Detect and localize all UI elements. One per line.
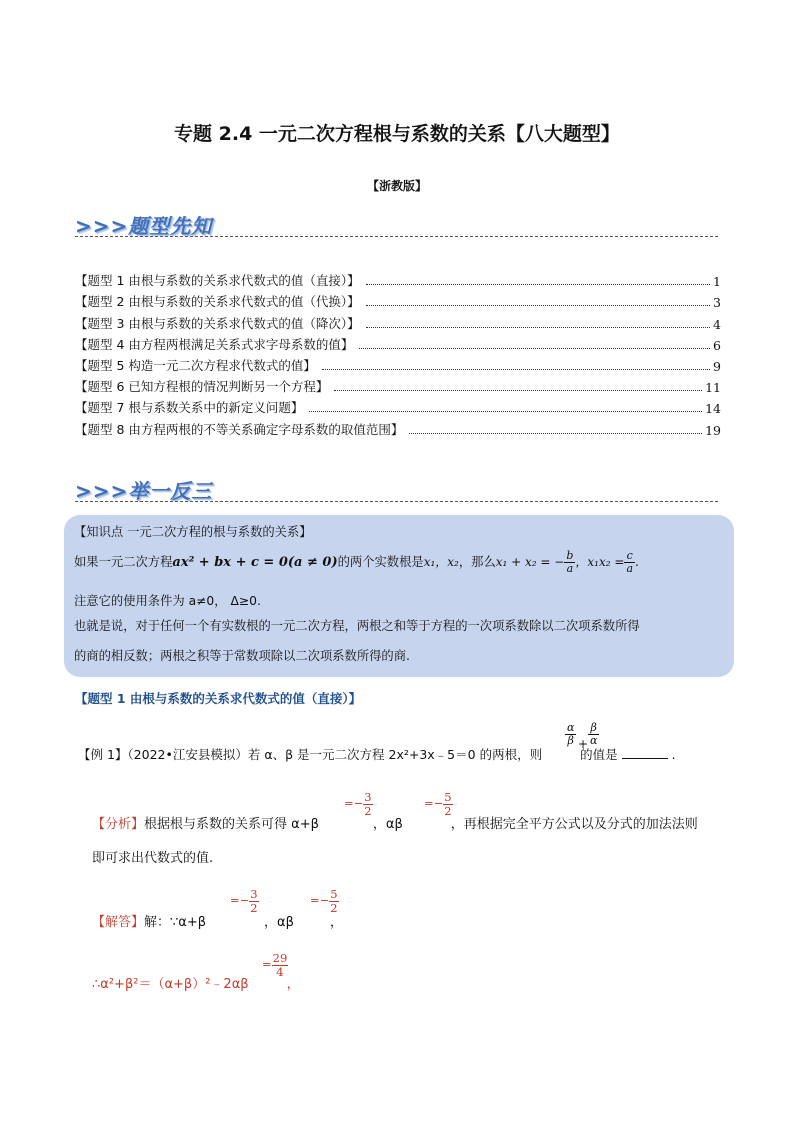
knowledge-line-1: 如果一元二次方程ax² + bx + c = 0(a ≠ 0)的两个实数根是x₁，x₂，那么x₁ + x₂ = − $\frac{b}{a}$ ，x₁x₂ = $\frac{c}{a}$ . (74, 549, 639, 576)
toc-page: 6 (713, 337, 721, 353)
fraction-c-over-a: $\frac{c}{a}$ (626, 549, 633, 576)
knowledge-line-2: 注意它的使用条件为 a≠0， Δ≥0. (74, 594, 261, 608)
knowledge-line-4: 的商的相反数；两根之积等于常数项除以二次项系数所得的商. (74, 649, 410, 663)
toc-page: 9 (713, 358, 721, 374)
knowledge-heading: 【知识点 一元二次方程的根与系数的关系】 (74, 525, 312, 539)
leader-dots (359, 348, 710, 349)
fraction-b-over-a: $\frac{b}{a}$ (566, 549, 574, 576)
toc-item[interactable]: 【题型 6 已知方程根的情况判断另一个方程】 11 (75, 379, 721, 396)
value-neg-3-over-2: =− $\frac{3}{2}$ (344, 790, 372, 818)
analysis-line-2: 即可求出代数式的值. (92, 851, 214, 866)
fraction-alpha-over-beta: $\frac{\alpha}{\beta}$ (567, 721, 575, 748)
toc-page: 14 (705, 401, 721, 417)
analysis-line-1: 【分析】根据根与系数的关系可得 α+β ，αβ ，再根据完全平方公式以及分式的加法法则 (92, 817, 698, 832)
plus-sign: + (578, 737, 589, 751)
toc-page: 4 (713, 316, 721, 332)
analysis-tag: 【分析】 (92, 817, 145, 832)
toc-page: 3 (713, 295, 721, 311)
toc-page: 11 (705, 380, 721, 396)
edition-label: 【浙教版】 (366, 179, 427, 193)
equation: ax² + bx + c = 0(a ≠ 0) (172, 555, 338, 571)
leader-dots (366, 327, 710, 328)
dashed-divider (75, 236, 718, 237)
value-neg-3-over-2: =− $\frac{3}{2}$ (230, 887, 258, 915)
dashed-divider (75, 501, 718, 502)
solution-line-1: 【解答】解：∵α+β ，αβ ， (92, 915, 343, 930)
sum-formula: x₁ + x₂ = − (495, 555, 565, 570)
fraction-beta-over-alpha: $\frac{\beta}{\alpha}$ (590, 721, 598, 748)
leader-dots (366, 305, 710, 306)
leader-dots (309, 411, 702, 412)
knowledge-line-3: 也就是说，对于任何一个有实数根的一元二次方程，两根之和等于方程的一次项系数除以二次项系数所得 (74, 619, 640, 633)
value-neg-5-over-2: =− $\frac{5}{2}$ (424, 790, 452, 818)
toc-item[interactable]: 【题型 3 由根与系数的关系求代数式的值（降次）】 4 (75, 315, 721, 332)
example-1: 【例 1】（2022•江安县模拟）若 α、β 是一元二次方程 2x²+3x﹣5＝0 的两根，则 的值是 . (78, 747, 676, 762)
toc-item[interactable]: 【题型 1 由根与系数的关系求代数式的值（直接）】 1 (75, 273, 721, 290)
type-1-title: 【题型 1 由根与系数的关系求代数式的值（直接）】 (75, 691, 362, 706)
section-title: >>>举一反三 (75, 479, 213, 503)
answer-blank[interactable] (622, 758, 668, 759)
solution-tag: 【解答】 (92, 915, 145, 930)
section-title: >>>题型先知 (75, 214, 213, 238)
toc-page: 1 (713, 274, 721, 290)
leader-dots (366, 284, 710, 285)
solution-line-2: ∴α²+β²＝（α+β）²﹣2αβ ， (92, 977, 300, 992)
leader-dots (334, 390, 702, 391)
roots: x₁，x₂ (423, 555, 459, 570)
value-29-over-4: = $\frac{29}{4}$ (262, 951, 288, 979)
toc-item[interactable]: 【题型 2 由根与系数的关系求代数式的值（代换）】 3 (75, 294, 721, 311)
toc-page: 19 (705, 422, 721, 438)
table-of-contents (75, 268, 721, 438)
knowledge-box (64, 515, 734, 677)
toc-item[interactable]: 【题型 4 由方程两根满足关系式求字母系数的值】 6 (75, 336, 721, 353)
toc-item[interactable]: 【题型 7 根与系数关系中的新定义问题】 14 (75, 400, 721, 417)
toc-item[interactable]: 【题型 8 由方程两根的不等关系确定字母系数的取值范围】 19 (75, 421, 721, 438)
leader-dots (322, 369, 710, 370)
leader-dots (409, 433, 702, 434)
page-title: 专题 2.4 一元二次方程根与系数的关系【八大题型】 (174, 123, 620, 145)
product-formula: ，x₁x₂ = (575, 555, 625, 570)
toc-item[interactable]: 【题型 5 构造一元二次方程求代数式的值】 9 (75, 357, 721, 374)
value-neg-5-over-2: =− $\frac{5}{2}$ (310, 887, 338, 915)
